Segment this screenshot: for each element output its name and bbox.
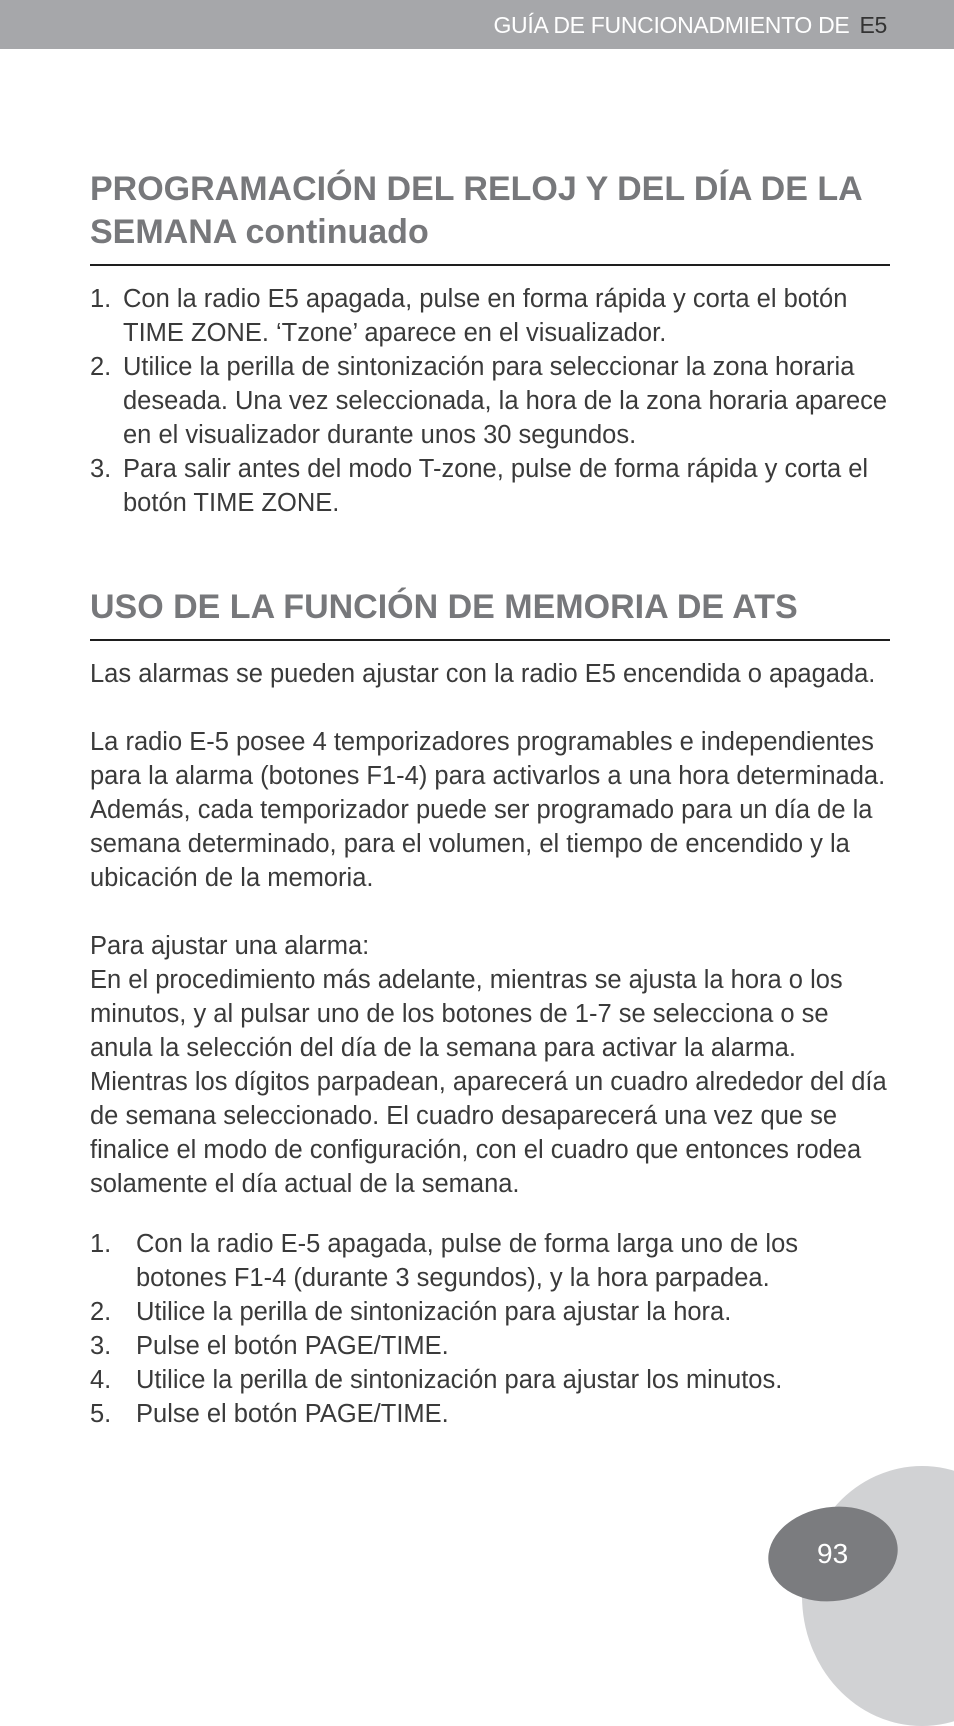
list-item bbox=[90, 452, 890, 520]
page-number: 93 bbox=[817, 1538, 849, 1569]
section-heading-clock bbox=[90, 168, 890, 254]
list-item-text: Pulse el botón PAGE/TIME. bbox=[136, 1332, 449, 1360]
list-item-number: 5. bbox=[90, 1400, 112, 1428]
list-item-number: 1. bbox=[90, 285, 112, 313]
paragraph-timers: La radio E-5 posee 4 temporizadores programables e independientes para la alarma (botones F1-4) para activarlos a una hora determinada. Además, cada temporizador puede ser programado para un día de la semana determinado, para el volumen, el tiempo de encendido y la ubicación de la memoria. bbox=[90, 728, 886, 892]
list-item bbox=[90, 282, 890, 350]
header-model: E5 bbox=[859, 12, 887, 38]
list-item-text: Utilice la perilla de sintonización para ajustar la hora. bbox=[136, 1298, 732, 1326]
timezone-steps-list bbox=[90, 282, 890, 520]
section-heading-ats: USO DE LA FUNCIÓN DE MEMORIA DE ATS bbox=[90, 588, 798, 626]
list-item bbox=[90, 350, 890, 452]
list-item bbox=[90, 1295, 890, 1329]
page-content bbox=[90, 168, 890, 1431]
list-item-number: 1. bbox=[90, 1230, 112, 1258]
list-item-text: Con la radio E-5 apagada, pulse de forma larga uno de los botones F1-4 (durante 3 segundos), y la hora parpadea. bbox=[136, 1230, 799, 1292]
list-item-number: 2. bbox=[90, 1298, 112, 1326]
list-item-number: 3. bbox=[90, 1332, 112, 1360]
running-header bbox=[493, 12, 887, 39]
list-item-number: 3. bbox=[90, 455, 112, 483]
header-title: GUÍA DE FUNCIONADMIENTO DE bbox=[493, 12, 850, 38]
list-item-number: 2. bbox=[90, 353, 112, 381]
list-item-text: Utilice la perilla de sintonización para seleccionar la zona horaria deseada. Una vez seleccionada, la hora de la zona horaria aparece en el visualizador durante unos 30 segundos. bbox=[123, 353, 888, 449]
list-item-text: Pulse el botón PAGE/TIME. bbox=[136, 1400, 449, 1428]
alarm-steps-list bbox=[90, 1227, 890, 1431]
paragraph-set-alarm-title: Para ajustar una alarma: bbox=[90, 932, 370, 960]
list-item-number: 4. bbox=[90, 1366, 112, 1394]
list-item-text: Utilice la perilla de sintonización para ajustar los minutos. bbox=[136, 1366, 783, 1394]
list-item-text: Para salir antes del modo T-zone, pulse de forma rápida y corta el botón TIME ZONE. bbox=[123, 455, 869, 517]
header-bar bbox=[0, 0, 954, 49]
paragraph-set-alarm-body: En el procedimiento más adelante, mientras se ajusta la hora o los minutos, y al pulsar uno de los botones de 1-7 se selecciona o se anula la selección del día de la semana para activar la alarma. Mientras los dígitos parpadean, aparecerá un cuadro alrededor del día de semana seleccionado. El cuadro desaparecerá una vez que se finalice el modo de configuración, con el cuadro que entonces rodea solamente el día actual de la semana. bbox=[90, 966, 887, 1198]
heading-line-2: SEMANA continuado bbox=[90, 213, 429, 251]
paragraph-alarm-intro: Las alarmas se pueden ajustar con la radio E5 encendida o apagada. bbox=[90, 660, 876, 688]
list-item bbox=[90, 1227, 890, 1295]
heading-rule bbox=[90, 264, 890, 266]
list-item bbox=[90, 1363, 890, 1397]
list-item-text: Con la radio E5 apagada, pulse en forma rápida y corta el botón TIME ZONE. ‘Tzone’ aparece en el visualizador. bbox=[123, 285, 848, 347]
list-item bbox=[90, 1329, 890, 1363]
list-item bbox=[90, 1397, 890, 1431]
heading-line-1: PROGRAMACIÓN DEL RELOJ Y DEL DÍA DE LA bbox=[90, 170, 863, 208]
heading-rule bbox=[90, 639, 890, 641]
